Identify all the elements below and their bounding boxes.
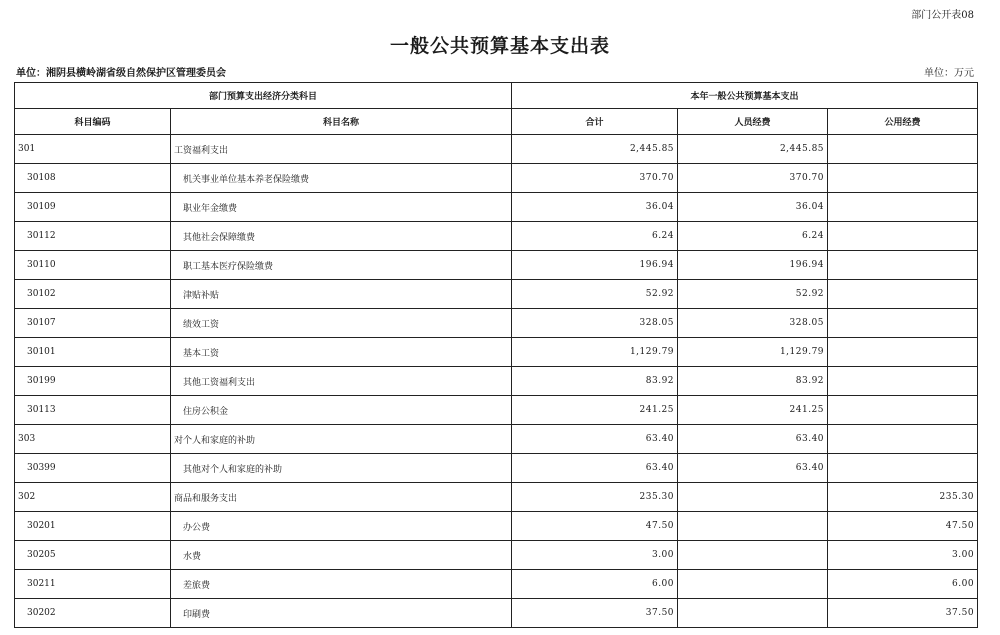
- cell-code: 30112: [15, 222, 171, 251]
- cell-public: [828, 367, 978, 396]
- cell-public: 3.00: [828, 541, 978, 570]
- cell-public: [828, 193, 978, 222]
- cell-total: 3.00: [512, 541, 678, 570]
- cell-public: 6.00: [828, 570, 978, 599]
- cell-personnel: [678, 483, 828, 512]
- cell-name: 印刷费: [171, 599, 512, 628]
- cell-code: 30108: [15, 164, 171, 193]
- group-header-expenditure: 本年一般公共预算基本支出: [512, 83, 978, 109]
- table-column-header: [15, 109, 978, 135]
- table-row: [15, 367, 978, 396]
- cell-code: 30205: [15, 541, 171, 570]
- cell-code: 303: [15, 425, 171, 454]
- table-group-header: [15, 83, 978, 109]
- cell-total: 241.25: [512, 396, 678, 425]
- cell-public: [828, 164, 978, 193]
- cell-personnel: [678, 599, 828, 628]
- column-header-name: 科目名称: [171, 109, 512, 135]
- cell-personnel: 6.24: [678, 222, 828, 251]
- cell-code: 30399: [15, 454, 171, 483]
- cell-code: 30107: [15, 309, 171, 338]
- table-row: [15, 338, 978, 367]
- cell-code: 30113: [15, 396, 171, 425]
- cell-personnel: 36.04: [678, 193, 828, 222]
- table-row: [15, 483, 978, 512]
- budget-table: [14, 82, 978, 628]
- cell-personnel: [678, 541, 828, 570]
- cell-total: 1,129.79: [512, 338, 678, 367]
- cell-name: 水费: [171, 541, 512, 570]
- cell-public: [828, 338, 978, 367]
- cell-public: [828, 135, 978, 164]
- cell-personnel: 1,129.79: [678, 338, 828, 367]
- table-row: [15, 396, 978, 425]
- cell-personnel: [678, 512, 828, 541]
- cell-code: 30202: [15, 599, 171, 628]
- cell-total: 37.50: [512, 599, 678, 628]
- cell-name: 津贴补贴: [171, 280, 512, 309]
- cell-total: 370.70: [512, 164, 678, 193]
- cell-total: 6.00: [512, 570, 678, 599]
- cell-total: 196.94: [512, 251, 678, 280]
- cell-personnel: 328.05: [678, 309, 828, 338]
- table-row: [15, 599, 978, 628]
- cell-total: 52.92: [512, 280, 678, 309]
- cell-name: 其他社会保障缴费: [171, 222, 512, 251]
- cell-code: 301: [15, 135, 171, 164]
- cell-total: 2,445.85: [512, 135, 678, 164]
- cell-personnel: 83.92: [678, 367, 828, 396]
- cell-name: 差旅费: [171, 570, 512, 599]
- table-row: [15, 454, 978, 483]
- cell-name: 其他对个人和家庭的补助: [171, 454, 512, 483]
- table-body: [15, 135, 978, 628]
- cell-public: [828, 396, 978, 425]
- cell-personnel: 63.40: [678, 454, 828, 483]
- table-row: [15, 164, 978, 193]
- cell-personnel: 370.70: [678, 164, 828, 193]
- cell-code: 30102: [15, 280, 171, 309]
- cell-total: 328.05: [512, 309, 678, 338]
- cell-public: 47.50: [828, 512, 978, 541]
- cell-name: 职工基本医疗保险缴费: [171, 251, 512, 280]
- cell-public: [828, 309, 978, 338]
- column-header-total: 合计: [512, 109, 678, 135]
- column-header-personnel: 人员经费: [678, 109, 828, 135]
- cell-personnel: 63.40: [678, 425, 828, 454]
- cell-total: 63.40: [512, 454, 678, 483]
- cell-name: 工资福利支出: [171, 135, 512, 164]
- cell-public: [828, 280, 978, 309]
- cell-public: [828, 222, 978, 251]
- unit-currency: 单位：万元: [924, 68, 974, 79]
- cell-name: 其他工资福利支出: [171, 367, 512, 396]
- cell-public: [828, 425, 978, 454]
- cell-name: 办公费: [171, 512, 512, 541]
- form-number: 部门公开表08: [911, 10, 974, 21]
- group-header-classification: 部门预算支出经济分类科目: [15, 83, 512, 109]
- cell-personnel: 2,445.85: [678, 135, 828, 164]
- cell-name: 商品和服务支出: [171, 483, 512, 512]
- cell-total: 6.24: [512, 222, 678, 251]
- table-row: [15, 541, 978, 570]
- cell-personnel: 196.94: [678, 251, 828, 280]
- table-row: [15, 309, 978, 338]
- cell-public: [828, 454, 978, 483]
- cell-code: 30109: [15, 193, 171, 222]
- cell-personnel: 241.25: [678, 396, 828, 425]
- cell-name: 绩效工资: [171, 309, 512, 338]
- cell-code: 30201: [15, 512, 171, 541]
- column-header-public: 公用经费: [828, 109, 978, 135]
- cell-personnel: [678, 570, 828, 599]
- cell-name: 职业年金缴费: [171, 193, 512, 222]
- column-header-code: 科目编码: [15, 109, 171, 135]
- cell-code: 30101: [15, 338, 171, 367]
- cell-code: 30199: [15, 367, 171, 396]
- cell-personnel: 52.92: [678, 280, 828, 309]
- cell-name: 基本工资: [171, 338, 512, 367]
- table-row: [15, 425, 978, 454]
- cell-public: 235.30: [828, 483, 978, 512]
- page-title: 一般公共预算基本支出表: [389, 35, 610, 57]
- cell-total: 47.50: [512, 512, 678, 541]
- table-row: [15, 222, 978, 251]
- cell-public: 37.50: [828, 599, 978, 628]
- cell-total: 235.30: [512, 483, 678, 512]
- cell-name: 对个人和家庭的补助: [171, 425, 512, 454]
- cell-total: 83.92: [512, 367, 678, 396]
- cell-name: 住房公积金: [171, 396, 512, 425]
- cell-name: 机关事业单位基本养老保险缴费: [171, 164, 512, 193]
- table-row: [15, 570, 978, 599]
- cell-code: 30211: [15, 570, 171, 599]
- table-row: [15, 193, 978, 222]
- cell-public: [828, 251, 978, 280]
- table-row: [15, 135, 978, 164]
- cell-code: 302: [15, 483, 171, 512]
- unit-organization: 单位：湘阴县横岭湖省级自然保护区管理委员会: [16, 68, 226, 79]
- cell-code: 30110: [15, 251, 171, 280]
- table-row: [15, 280, 978, 309]
- cell-total: 63.40: [512, 425, 678, 454]
- cell-total: 36.04: [512, 193, 678, 222]
- table-row: [15, 512, 978, 541]
- table-row: [15, 251, 978, 280]
